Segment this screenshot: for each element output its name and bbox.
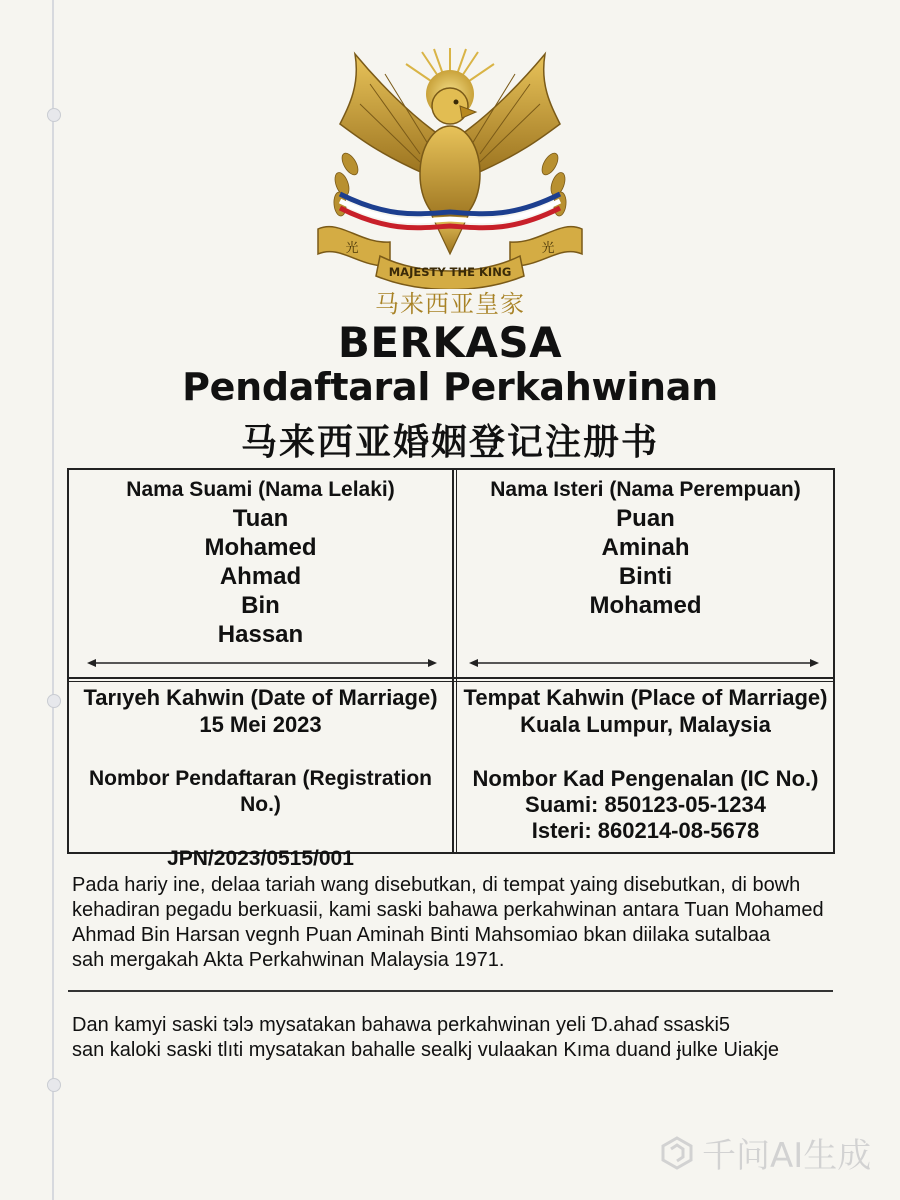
paragraph-line: kehadiran pegadu berkuasii, kami saski bahawa perkahwinan antara Tuan Mohamed [72,899,824,921]
wife-name-line: Binti [618,563,673,590]
chinese-document-title: 马来西亚婚姻登记注册书 [240,422,659,463]
signature-line-left [87,656,437,670]
ai-generated-watermark [660,1128,871,1177]
wife-name-line: Aminah [601,534,690,561]
marriage-details-table [67,468,835,870]
declaration-paragraph [72,873,862,973]
ic-husband: Suami: 850123-05-1234 [525,792,766,817]
eagle-crest-emblem [310,44,590,289]
husband-name-line: Ahmad [219,563,302,590]
signature-line-right [469,656,819,670]
ic-wife: Isteri: 860214-08-5678 [531,818,760,843]
paragraph-line: sah mergakah Akta Perkahwinan Malaysia 1971. [72,949,505,971]
place-value: Kuala Lumpur, Malaysia [520,712,771,737]
husband-name-line: Tuan [232,505,289,532]
left-scroll-glyph: 光 [345,241,359,256]
watermark-text: 千问AI生成 [702,1136,872,1176]
paragraph-line: Dan kamyi saski tэlэ mysatakan bahawa perkahwinan yeli Ɗ.ahaɗ ssaski5 [72,1014,731,1036]
wife-label: Nama Isteri (Nama Perempuan) [490,478,801,501]
punch-hole [47,694,61,708]
witness-paragraph [72,1013,862,1063]
husband-name-line: Mohamed [204,534,317,561]
registration-value: JPN/2023/0515/001 [167,847,354,870]
royal-chinese-caption: 马来西亚皇家 [375,290,525,318]
husband-name-line: Bin [241,592,280,619]
paragraph-line: Pada hariy ine, delaa tariah wang disebutkan, di tempat yaing disebutkan, di bowh [72,874,801,896]
table-divider [69,677,833,679]
date-registration-cell [69,684,452,872]
husband-label: Nama Suami (Nama Lelaki) [126,478,395,501]
paragraph-line: Ahmad Bin Harsan vegnh Puan Aminah Binti Mahsomiao bkan diilaka sutalbaa [72,924,771,946]
date-label: Tarıyeh Kahwin (Date of Marriage) [83,685,438,710]
wife-name-line: Puan [616,505,675,532]
husband-name-cell [69,476,452,649]
punch-hole [47,1078,61,1092]
paragraph-divider [68,990,833,992]
notebook-margin-line [52,0,54,1200]
place-ic-cell [456,684,835,844]
document-subtitle: Pendaftaral Perkahwinan [182,365,718,409]
table-divider [452,470,454,852]
place-label: Tempat Kahwin (Place of Marriage) [463,685,828,710]
husband-name-line: Hassan [217,621,304,648]
qwen-logo-icon [660,1136,694,1170]
registration-label: Nombor Pendaftaran (Registration No.) [88,767,433,816]
crest-ribbon-text: MAJESTY THE KING [388,265,512,279]
date-value: 15 Mei 2023 [199,712,322,737]
table-divider [69,681,833,682]
wife-name-cell [456,476,835,620]
ic-label: Nombor Kad Pengenalan (IC No.) [472,766,819,791]
punch-hole [47,108,61,122]
right-scroll-glyph: 光 [541,241,555,256]
paragraph-line: san kaloki saski tlıti mysatakan bahalle sealkj vulaakan Kıma duand ɉulke Uiakje [72,1039,780,1061]
document-title: BERKASA [337,318,563,367]
wife-name-line: Mohamed [589,592,702,619]
